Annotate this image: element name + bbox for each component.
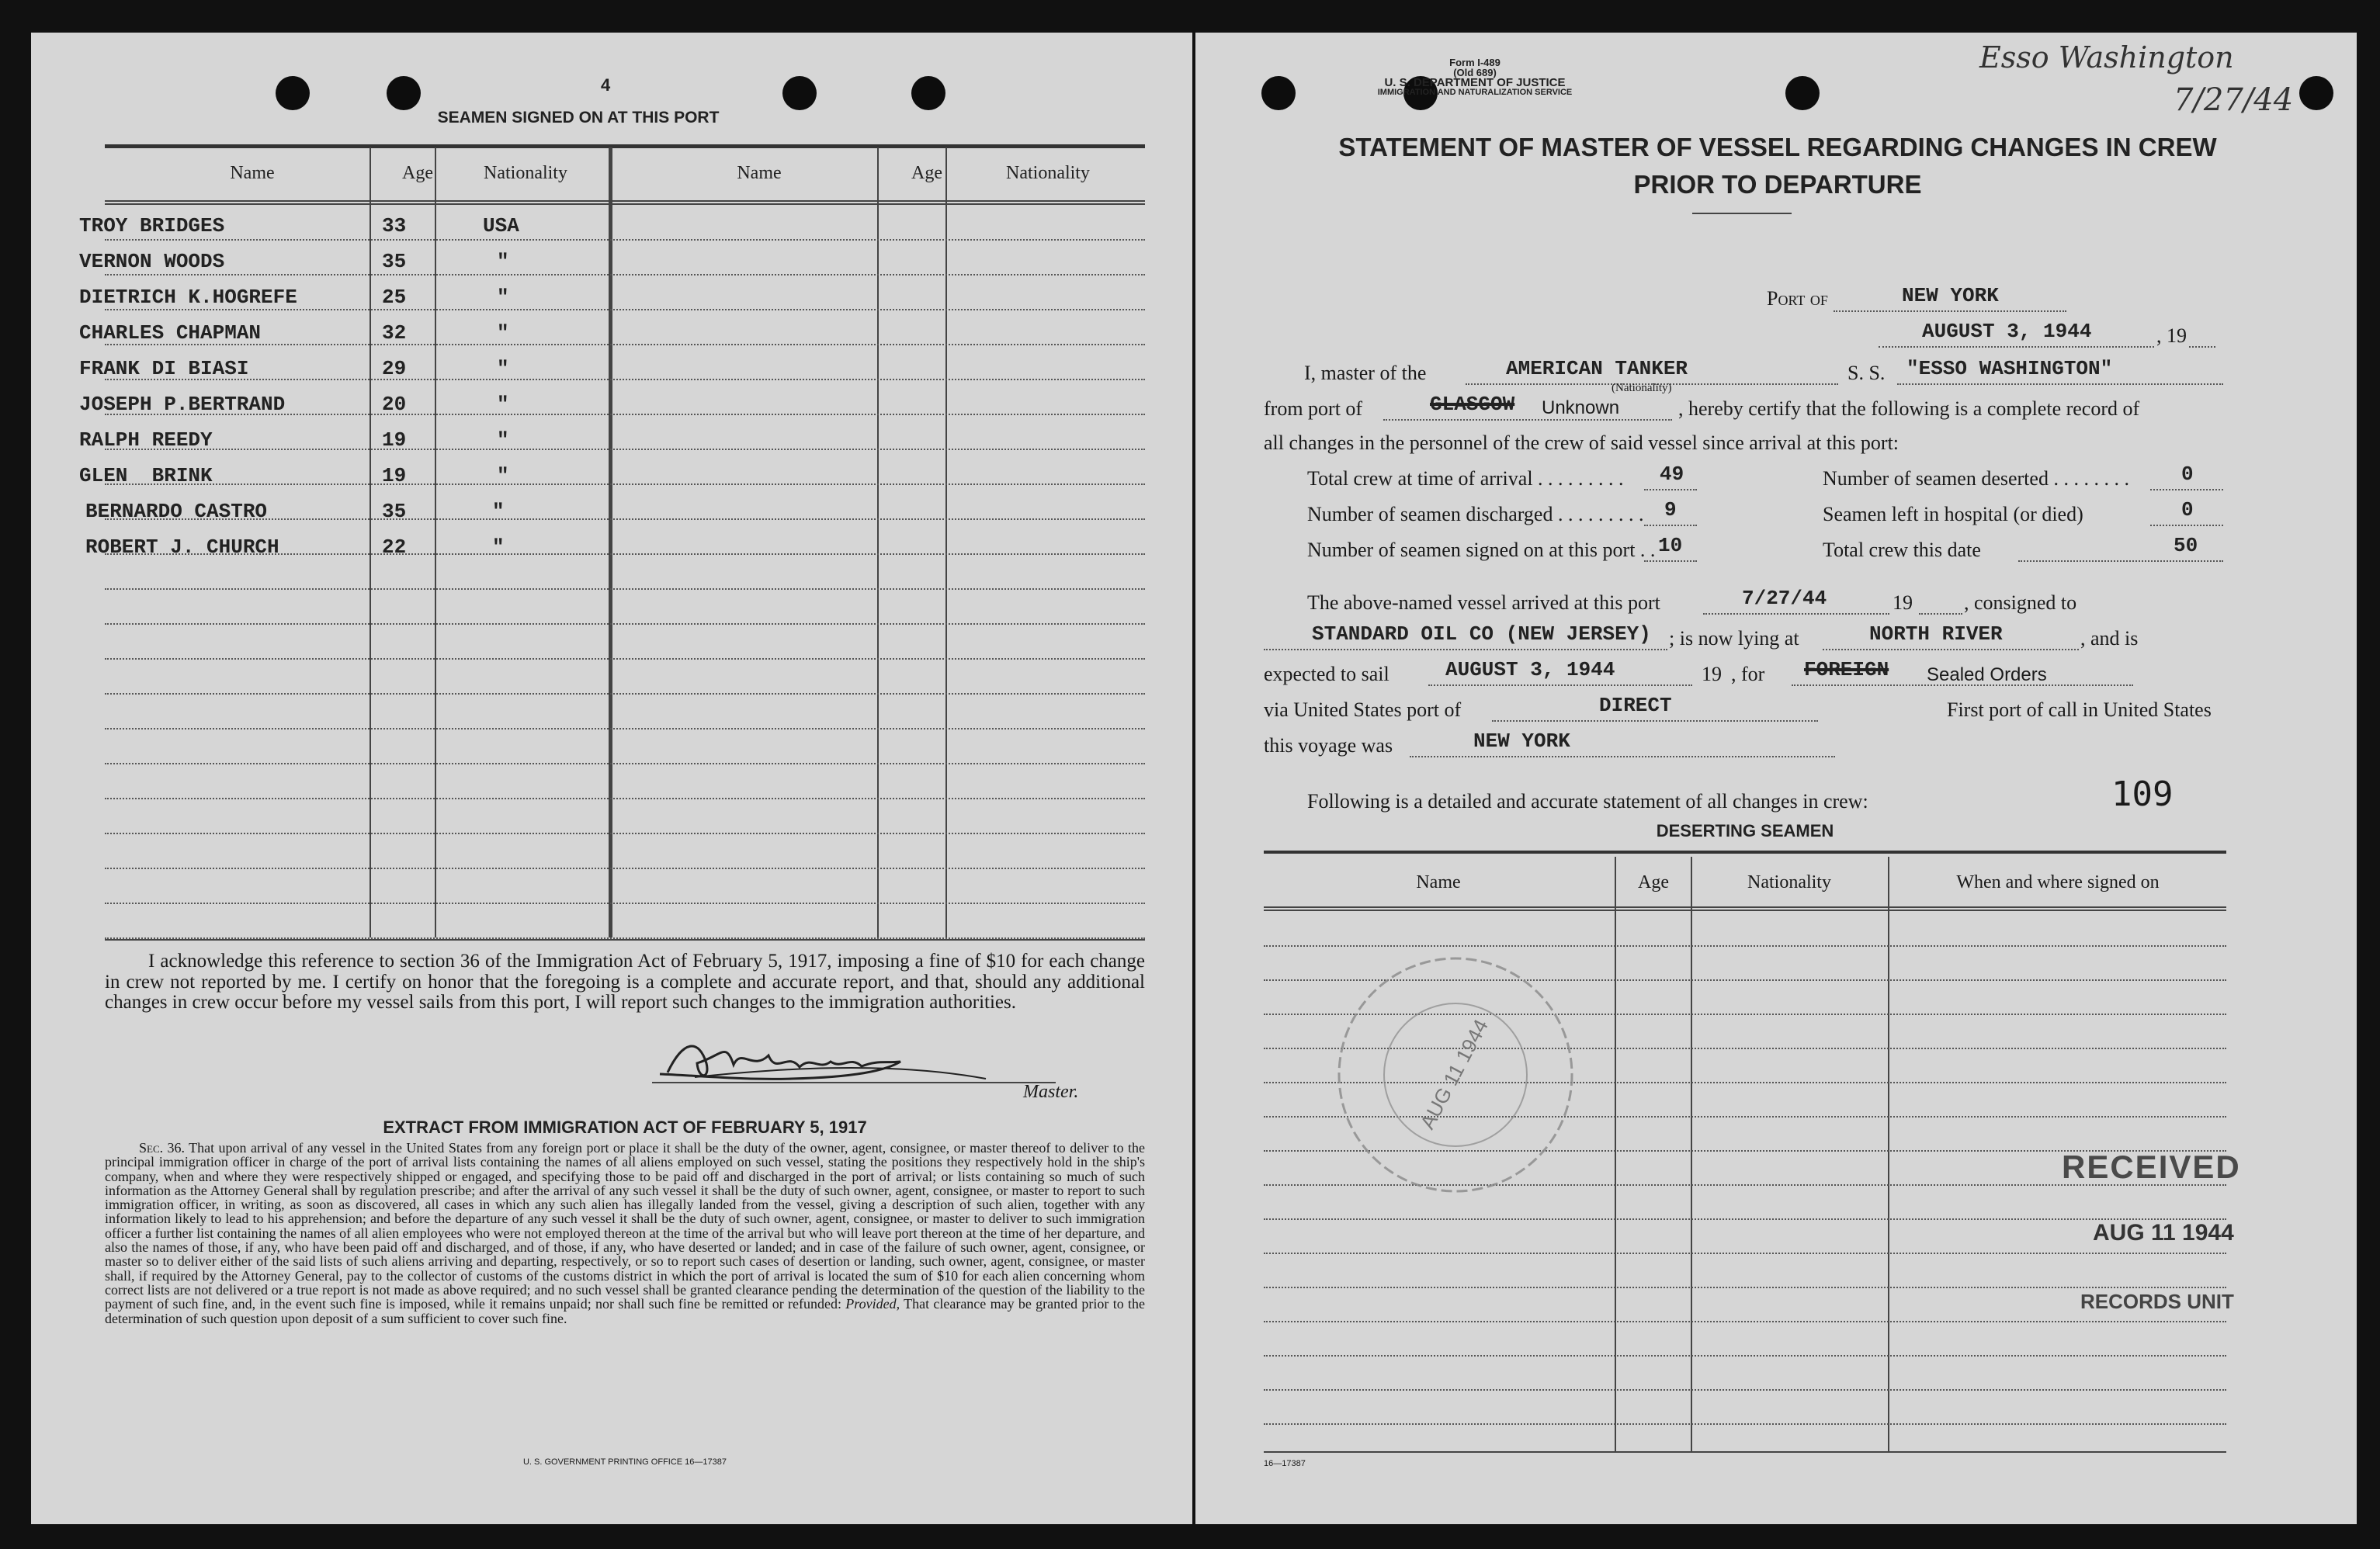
year-prefix-text: 19 xyxy=(2167,324,2187,347)
table-row-line xyxy=(105,868,1145,869)
stat-field-line xyxy=(2150,525,2223,526)
via-field-line xyxy=(1492,720,1818,722)
seaman-nationality: " xyxy=(492,535,505,559)
nationality-caption: (Nationality) xyxy=(1612,382,1672,394)
deserting-header-rule xyxy=(1264,906,2226,908)
table-row-line xyxy=(105,728,1145,729)
col-header-name: Name xyxy=(230,163,275,183)
seaman-name: CHARLES CHAPMAN xyxy=(79,321,262,345)
seaman-name: FRANK DI BIASI xyxy=(79,357,249,380)
service: IMMIGRATION AND NATURALIZATION SERVICE xyxy=(1377,88,1573,97)
changes-text: all changes in the personnel of the crew of said vessel since arrival at this port: xyxy=(1264,431,1899,454)
port-label: Port of xyxy=(1767,287,1828,310)
deserting-col-age: Age xyxy=(1638,872,1669,892)
stat-field-line xyxy=(1644,489,1697,490)
for-label: , for xyxy=(1731,663,1765,685)
title-underline xyxy=(1692,213,1792,214)
and-is-label: , and is xyxy=(2080,627,2139,650)
from-port-label: from port of xyxy=(1264,397,1363,420)
seaman-age: 32 xyxy=(382,321,407,345)
sail-year xyxy=(1702,663,1722,686)
seaman-nationality: " xyxy=(492,500,505,523)
punch-hole xyxy=(782,76,817,110)
seaman-nationality: " xyxy=(497,428,509,452)
deserting-col-nationality: Nationality xyxy=(1747,872,1831,892)
seaman-nationality: " xyxy=(497,286,509,309)
received-stamp: RECEIVED xyxy=(2062,1149,2241,1185)
table-row-line xyxy=(1264,1355,2226,1357)
header-rule xyxy=(105,200,1145,202)
lying-label: ; is now lying at xyxy=(1669,627,1799,650)
seaman-age: 35 xyxy=(382,250,407,273)
acknowledgment-text: I acknowledge this reference to section 36 of the Immigration Act of February 5, 1917, imposing a fine of $10 for each change in crew not reported by me. I certify on honor that the foregoing is a complete and accurate report, and that, should any additional changes in crew occur before my vessel sails from this port, I will report such changes to the immigration authorities. xyxy=(105,951,1145,1014)
title-line-2: PRIOR TO DEPARTURE xyxy=(1633,170,1922,199)
master-of-label: I, master of the xyxy=(1304,362,1427,384)
header-rule xyxy=(105,203,1145,205)
stat-value-hospital: 0 xyxy=(2181,498,2194,522)
sail-year-text: 19 xyxy=(1702,663,1722,685)
table-row-line xyxy=(105,379,1145,380)
deserting-title: DESERTING SEAMEN xyxy=(1656,821,1834,840)
section-36-text xyxy=(105,1141,1145,1325)
page-number: 4 xyxy=(601,75,611,95)
seaman-name: JOSEPH P.BERTRAND xyxy=(79,393,286,416)
deserting-bottom-rule xyxy=(1264,1451,2226,1453)
port-field-line xyxy=(1834,310,2066,312)
ss-value: "ESSO WASHINGTON" xyxy=(1906,357,2113,380)
stat-field-line xyxy=(2150,489,2223,490)
statement-title xyxy=(1312,129,2243,203)
column-rule xyxy=(945,147,947,937)
arrived-field-line xyxy=(1703,613,1889,615)
table-row-line xyxy=(105,588,1145,590)
seaman-age: 29 xyxy=(382,357,407,380)
consignee-value: STANDARD OIL CO (NEW JERSEY) xyxy=(1312,622,1651,646)
seaman-nationality: " xyxy=(497,250,509,273)
deserting-header-rule xyxy=(1264,910,2226,911)
column-rule xyxy=(877,147,879,937)
seamen-signed-title: SEAMEN SIGNED ON AT THIS PORT xyxy=(437,109,720,126)
table-row-line xyxy=(105,833,1145,834)
sail-label: expected to sail xyxy=(1264,663,1389,685)
right-page xyxy=(1195,33,2357,1524)
seaman-nationality: " xyxy=(497,393,509,416)
table-row-line xyxy=(105,239,1145,241)
column-rule xyxy=(609,147,612,937)
col-header-name-2: Name xyxy=(737,163,782,183)
arrived-year-text: 19 xyxy=(1893,591,1913,614)
table-row-line xyxy=(105,274,1145,275)
deserting-col-name: Name xyxy=(1416,872,1461,892)
seaman-age: 19 xyxy=(382,464,407,487)
seaman-nationality: " xyxy=(497,464,509,487)
circular-stamp-text: AUG 11 1944 xyxy=(1415,1015,1494,1133)
stat-value-signed-on: 10 xyxy=(1658,534,1683,557)
ss-field-line xyxy=(1897,383,2223,385)
arrived-year-line xyxy=(1919,613,1962,615)
consignee-field-line xyxy=(1264,649,1667,650)
punch-hole xyxy=(911,76,945,110)
handwritten-vessel-name: Esso Washington xyxy=(1979,40,2234,75)
received-date-stamp: AUG 11 1944 xyxy=(2093,1220,2234,1246)
for-value: Sealed Orders xyxy=(1927,664,2047,685)
from-port-struck: GLASGOW xyxy=(1430,393,1515,416)
seaman-age: 33 xyxy=(382,214,407,237)
voyage-value: NEW YORK xyxy=(1473,729,1570,753)
following-label: Following is a detailed and accurate statement of all changes in crew: xyxy=(1307,790,1868,813)
master-label: Master. xyxy=(1023,1082,1079,1102)
table-row-line xyxy=(1264,1423,2226,1425)
stat-field-line xyxy=(1644,560,1697,562)
form-code: 16—17387 xyxy=(1264,1459,1306,1468)
table-row-line xyxy=(1264,1389,2226,1391)
column-rule xyxy=(435,147,436,937)
stat-value-deserted: 0 xyxy=(2181,463,2194,486)
seaman-name: RALPH REEDY xyxy=(79,428,213,452)
arrived-year xyxy=(1893,591,1913,615)
signature-line xyxy=(652,1082,1056,1083)
left-page xyxy=(31,33,1192,1524)
year-field-line xyxy=(2189,346,2215,348)
seaman-age: 19 xyxy=(382,428,407,452)
table-row-line xyxy=(105,693,1145,695)
first-port-label: First port of call in United States xyxy=(1947,698,2212,721)
seaman-name: BERNARDO CASTRO xyxy=(85,500,268,523)
lying-value: NORTH RIVER xyxy=(1869,622,2003,646)
sail-field-line xyxy=(1428,684,1692,686)
seaman-name: GLEN BRINK xyxy=(79,464,213,487)
circular-stamp-icon xyxy=(1327,947,1584,1203)
from-port-value: Unknown xyxy=(1542,397,1620,418)
arrived-label: The above-named vessel arrived at this port xyxy=(1307,591,1660,614)
via-value: DIRECT xyxy=(1599,694,1672,717)
stat-value-total-today: 50 xyxy=(2174,534,2198,557)
records-unit-stamp: RECORDS UNIT xyxy=(2080,1290,2234,1313)
sail-value: AUGUST 3, 1944 xyxy=(1445,658,1615,681)
title-line-1: STATEMENT OF MASTER OF VESSEL REGARDING CHANGES IN CREW xyxy=(1338,133,2217,161)
extract-title: EXTRACT FROM IMMIGRATION ACT OF FEBRUARY 5, 1917 xyxy=(383,1118,867,1137)
form-header xyxy=(1358,57,1591,98)
ss-label: S. S. xyxy=(1847,362,1886,384)
table-row-line xyxy=(105,903,1145,904)
circular-stamp xyxy=(1327,947,1584,1203)
master-signature xyxy=(652,1032,994,1086)
stat-label-deserted: Number of seamen deserted . . . . . . . . xyxy=(1823,467,2129,490)
table-row-line xyxy=(105,798,1145,799)
nationality-value: AMERICAN TANKER xyxy=(1506,357,1688,380)
page-stamp-number: 109 xyxy=(2111,774,2174,814)
col-header-age: Age xyxy=(402,163,433,183)
column-rule xyxy=(369,147,371,937)
handwritten-date: 7/27/44 xyxy=(2174,82,2294,118)
seaman-age: 35 xyxy=(382,500,407,523)
seaman-nationality: USA xyxy=(483,214,519,237)
punch-hole xyxy=(1261,76,1296,110)
seaman-age: 20 xyxy=(382,393,407,416)
table-bottom-rule xyxy=(105,939,1145,941)
stat-field-line xyxy=(2018,560,2223,562)
seaman-age: 22 xyxy=(382,535,407,559)
table-row-line xyxy=(1264,1253,2226,1254)
deserting-col-signed-on: When and where signed on xyxy=(1956,872,2160,892)
date-value: AUGUST 3, 1944 xyxy=(1922,320,2092,343)
col-header-nationality: Nationality xyxy=(484,163,567,183)
stat-label-discharged: Number of seamen discharged . . . . . . . . . xyxy=(1307,503,1644,525)
year-prefix: , 19 xyxy=(2156,324,2187,347)
form-old: (Old 689) xyxy=(1453,67,1497,78)
signature-scribble-icon xyxy=(652,1032,994,1086)
port-value: NEW YORK xyxy=(1902,284,1999,307)
seaman-name: VERNON WOODS xyxy=(79,250,225,273)
printing-office: U. S. GOVERNMENT PRINTING OFFICE 16—17387 xyxy=(522,1457,727,1467)
table-row-line xyxy=(105,763,1145,764)
seaman-name: ROBERT J. CHURCH xyxy=(85,535,279,559)
table-row-line xyxy=(105,449,1145,450)
punch-hole xyxy=(1785,76,1820,110)
voyage-label: this voyage was xyxy=(1264,734,1393,757)
punch-hole xyxy=(2299,76,2333,110)
stat-label-hospital: Seamen left in hospital (or died) xyxy=(1823,503,2083,525)
stat-value-total-arrival: 49 xyxy=(1660,463,1684,486)
stat-label-signed-on: Number of seamen signed on at this port . . xyxy=(1307,539,1656,561)
table-row-line xyxy=(105,483,1145,485)
table-row-line xyxy=(1264,1287,2226,1288)
for-struck: FOREIGN xyxy=(1804,658,1889,681)
punch-hole xyxy=(387,76,421,110)
table-row-line xyxy=(1264,1218,2226,1220)
via-label: via United States port of xyxy=(1264,698,1462,721)
stat-field-line xyxy=(1644,525,1697,526)
stat-label-total-today: Total crew this date xyxy=(1823,539,1981,561)
section-label: Sec. 36. xyxy=(139,1140,186,1156)
table-row-line xyxy=(1264,1321,2226,1322)
section-tail: That clearance may be granted prior to the determination of such question upon deposit of a sum sufficient to cover such fine. xyxy=(105,1296,1145,1326)
department: U. S. DEPARTMENT OF JUSTICE xyxy=(1384,76,1566,89)
table-row-line xyxy=(105,309,1145,310)
section-body: That upon arrival of any vessel in the United States from any foreign port or place it shall be the duty of the owner, agent, consignee, or master thereof to deliver to the principal immigration officer in charge of the port of arrival lists containing the names of all aliens employed on such vessel, stating the positions they respectively hold in the ship's company, when and where they were respectively shipped or engaged, and specifying those to be paid off and discharged in the port of arrival; or lists containing so much of such information as the Attorney General shall by regulation prescribe; and after the arrival of any such vessel it shall be the duty of such owner, agent, consignee, or master to report to such immigration officer, in writing, as soon as discovered, all cases in which any such alien has illegally landed from the vessel, giving a description of such alien, together with any information likely to lead to his apprehension; and before the departure of any such vessel it shall be the duty of such owner, agent, consignee, or master to deliver to such immigration officer a further list containing the names of all alien employees who were not employed thereon at the time of the arrival but who will leave port thereon at the time of her departure, and also the names of those, if any, who have been paid off and discharged, and of those, if any, who have deserted or landed; and in case of the failure of such owner, agent, consignee, or master so to deliver either of the said lists of such aliens arriving and departing, respectively, or so to report such cases of desertion or landing, such owner, agent, consignee, or master shall, if required by the Attorney General, pay to the collector of customs of the customs district in which the port of arrival is located the sum of $10 for each alien concerning whom correct lists are not delivered or a true report is not made as above required; and no such vessel shall be granted clearance pending the determination of the question of the liability to the payment of such fine, and, in the event such fine is imposed, while it remains unpaid; nor shall such fine be remitted or refunded: xyxy=(105,1140,1146,1312)
arrived-value: 7/27/44 xyxy=(1742,587,1827,610)
table-top-rule xyxy=(105,144,1145,148)
date-field-line xyxy=(1879,346,2154,348)
certify-text: , hereby certify that the following is a complete record of xyxy=(1678,397,2140,420)
provided-label: Provided, xyxy=(845,1296,900,1312)
from-port-field-line xyxy=(1383,419,1672,421)
deserting-top-rule xyxy=(1264,851,2226,854)
form-number: Form I-489 xyxy=(1449,57,1501,68)
table-row-line xyxy=(105,623,1145,625)
seaman-nationality: " xyxy=(497,357,509,380)
table-row-line xyxy=(105,658,1145,660)
lying-field-line xyxy=(1823,649,2079,650)
punch-hole xyxy=(276,76,310,110)
seaman-name: DIETRICH K.HOGREFE xyxy=(79,286,297,309)
col-header-nationality-2: Nationality xyxy=(1006,163,1090,183)
consigned-label: , consigned to xyxy=(1964,591,2077,614)
stat-value-discharged: 9 xyxy=(1664,498,1677,522)
seaman-age: 25 xyxy=(382,286,407,309)
voyage-field-line xyxy=(1410,756,1835,757)
seaman-nationality: " xyxy=(497,321,509,345)
stat-label-total-arrival: Total crew at time of arrival . . . . . . . . . xyxy=(1307,467,1624,490)
seaman-name: TROY BRIDGES xyxy=(79,214,225,237)
col-header-age-2: Age xyxy=(911,163,942,183)
